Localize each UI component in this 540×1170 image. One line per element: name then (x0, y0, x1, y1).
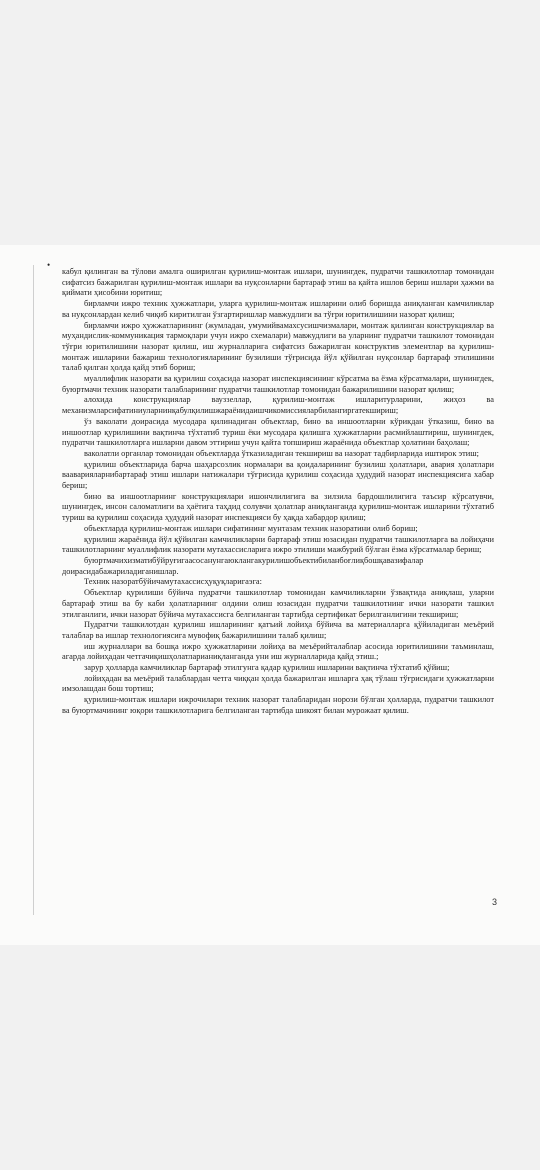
paragraph: алохида конструкциялар вауззеллар, қурилиш-монтаж ишларитурларини, жиҳоз ва механизмларсифатиниуларнинқабулқилишжараёнидаишчикомиссияларбилангиргатекшириш; (62, 395, 494, 416)
paragraph: иш журналлари ва бошқа ижро ҳужжатларини лойиҳа ва меъёрийталаблар асосида юритилишини таъминлаш, агарда лойиҳадан четгачиқишҳолатларианиқланганда уни иш журналларида қайд этиш.; (62, 641, 494, 662)
page-number: 3 (492, 897, 498, 907)
paragraph: қурилиш-монтаж ишлари ижрочилари техник назорат талабларидан норози бўлган ҳолларда, пудратчи ташкилот ва буюртмачининг юқори ташкилотларига белгиланган тартибда шикоят билан мурожаат қилиш. (62, 695, 494, 715)
paragraph: Объектлар қурилиши бўйича пудратчи ташкилотлар томонидан камчиликларни ўзвақтида аниқлаш, уларни бартараф этиш ва бу каби ҳолатларнинг олдини олиш юзасидан пудратчи ташкилотнинг ички назорати ташкил этилганлиги, ички назорат бўйича мутахассисга белгиланган тартибда сертификат берилганлигини текшириш; (62, 588, 494, 619)
document-body-text (62, 267, 494, 717)
paragraph: бирламчи ижро ҳужжатларининг (жумладан, умумийвамахсусишчизмалари, монтаж қилинган конструкциялар ва муҳандислик-коммуникация тармоқлари учун ижро схемалари) мавжудлиги ва уларнинг пудратчи ташкилот томонидан тўғри юритилишини назорат қилиш, иш журналларига сифатсиз бажарилган конструктив элементлар ва қурилиш-монтаж ишларини бажариш технологияларининг бузилиши тўғрисида йўл қўйилган нуқсонлар бартараф этилишини талаб қилган ҳолда қайд этиб бориш; (62, 320, 494, 373)
paragraph: лойиҳадан ва меъёрий талаблардан четга чиққан ҳолда бажарилган ишларга ҳақ тўлаш тўғрисидаги ҳужжатларни имзолашдан бош тортиш; (62, 673, 494, 694)
paragraph: ўз ваколати доирасида мусодара қилинадиган объектлар, бино ва иншоотларни кўрикдан ўтказиш, бино ва иншоотлар қурилишини вақтинча тўхтатиб туриш ёки мусодара қилишга ҳужжатларни расмийлаштириш, шунингдек, пудратчи ташкилотларга ишларни давом эттириш учун қайта топшириш жараёнида объектлар ҳолатини баҳолаш; (62, 416, 494, 448)
paragraph: қурилиш объектларида барча шаҳарсозлик нормалари ва қоидаларининг бузилиш ҳолатлари, авария ҳолатлари вааварияларнибартараф этиш ишлари натижалари тўғрисида қурилиш соҳасида ҳудудий назорат инспекциясига хабар бериш; (62, 459, 494, 491)
paragraph: Пудратчи ташкилотдан қурилиш ишларининг қатъий лойиҳа бўйича ва материалларга қўйиладиган меъёрий талаблар ва ишлар технологиясига мувофиқ бажарилишини талаб қилиш; (62, 620, 494, 640)
paragraph: бирламчи ижро техник ҳужжатлари, уларга қурилиш-монтаж ишларини олиб боришда аниқланган камчиликлар ва нуқсонлардан келиб чиқиб киритилган ўзгартиришлар мавжудлиги ва тўғри юритилишини назорат қилиш; (62, 299, 494, 319)
section-heading: Техник назоратбўйичамутахассисҳуқуқларигаэга: (84, 577, 262, 587)
binding-margin-line (33, 265, 34, 915)
scanned-document-page (0, 245, 540, 945)
bullet-mark: • (47, 260, 51, 270)
paragraph: ваколатли органлар томонидан объектларда ўтказиладиган текшириш ва назорат тадбирларида иштирок этиш; (84, 448, 479, 458)
paragraph: бино ва иншоотларнинг конструкциялари ишончлилигига ва зилзила бардошлилигига таъсир кўрсатувчи, шунингдек, инсон саломатлиги ва ҳаётига таҳдид солувчи ҳолатлар аниқланганда қурилиш-монтаж ишларини тўхтатиб туриш ва қурилиш соҳасида ҳудудий назорат инспекцияси бу ҳақда хабардор қилиш; (62, 491, 494, 523)
paragraph: буюртмачихизматибўйруғигаасосанунгаюклангакурилишобъектибиланбоғлиқбошқавазифалар доирасидабажариладиганишлар. (62, 555, 424, 576)
paragraph: кабул қилинган ва тўлови амалга оширилган қурилиш-монтаж ишлари, шунингдек, пудратчи ташкилотлар томонидан сифатсиз бажарилган қурилиш-монтаж ишлари ва нуқсонларни бартараф этиш ва қайта ишлов бериш ишлари ҳажми ва қиймати ҳисобини юритиш; (62, 267, 494, 298)
bottom-margin-band (0, 945, 540, 1170)
paragraph: муаллифлик назорати ва қурилиш соҳасида назорат инспекциясининг кўрсатма ва ёзма кўрсатмалари, шунингдек, буюртмачи техник назорати талабларининг пудратчи ташкилотлар томонидан бажарилишини назорат қилиш; (62, 374, 494, 394)
paragraph: объектларда қурилиш-монтаж ишлари сифатининг мунтазам техник назоратини олиб бориш; (84, 523, 418, 533)
paragraph: зарур ҳолларда камчиликлар бартараф этилгунга қадар қурилиш ишларини вақтинча тўхтатиб қўйиш; (84, 663, 450, 673)
paragraph: қурилиш жараёнида йўл қўйилган камчиликларни бартараф этиш юзасидан пудратчи ташкилотларга ва лойиҳачи ташкилотларнинг муаллифлик назорати мутахассисларига ижро этилиши мажбурий бўлган ёзма кўрсатмалар бериш; (62, 534, 494, 555)
top-margin-band (0, 0, 540, 245)
